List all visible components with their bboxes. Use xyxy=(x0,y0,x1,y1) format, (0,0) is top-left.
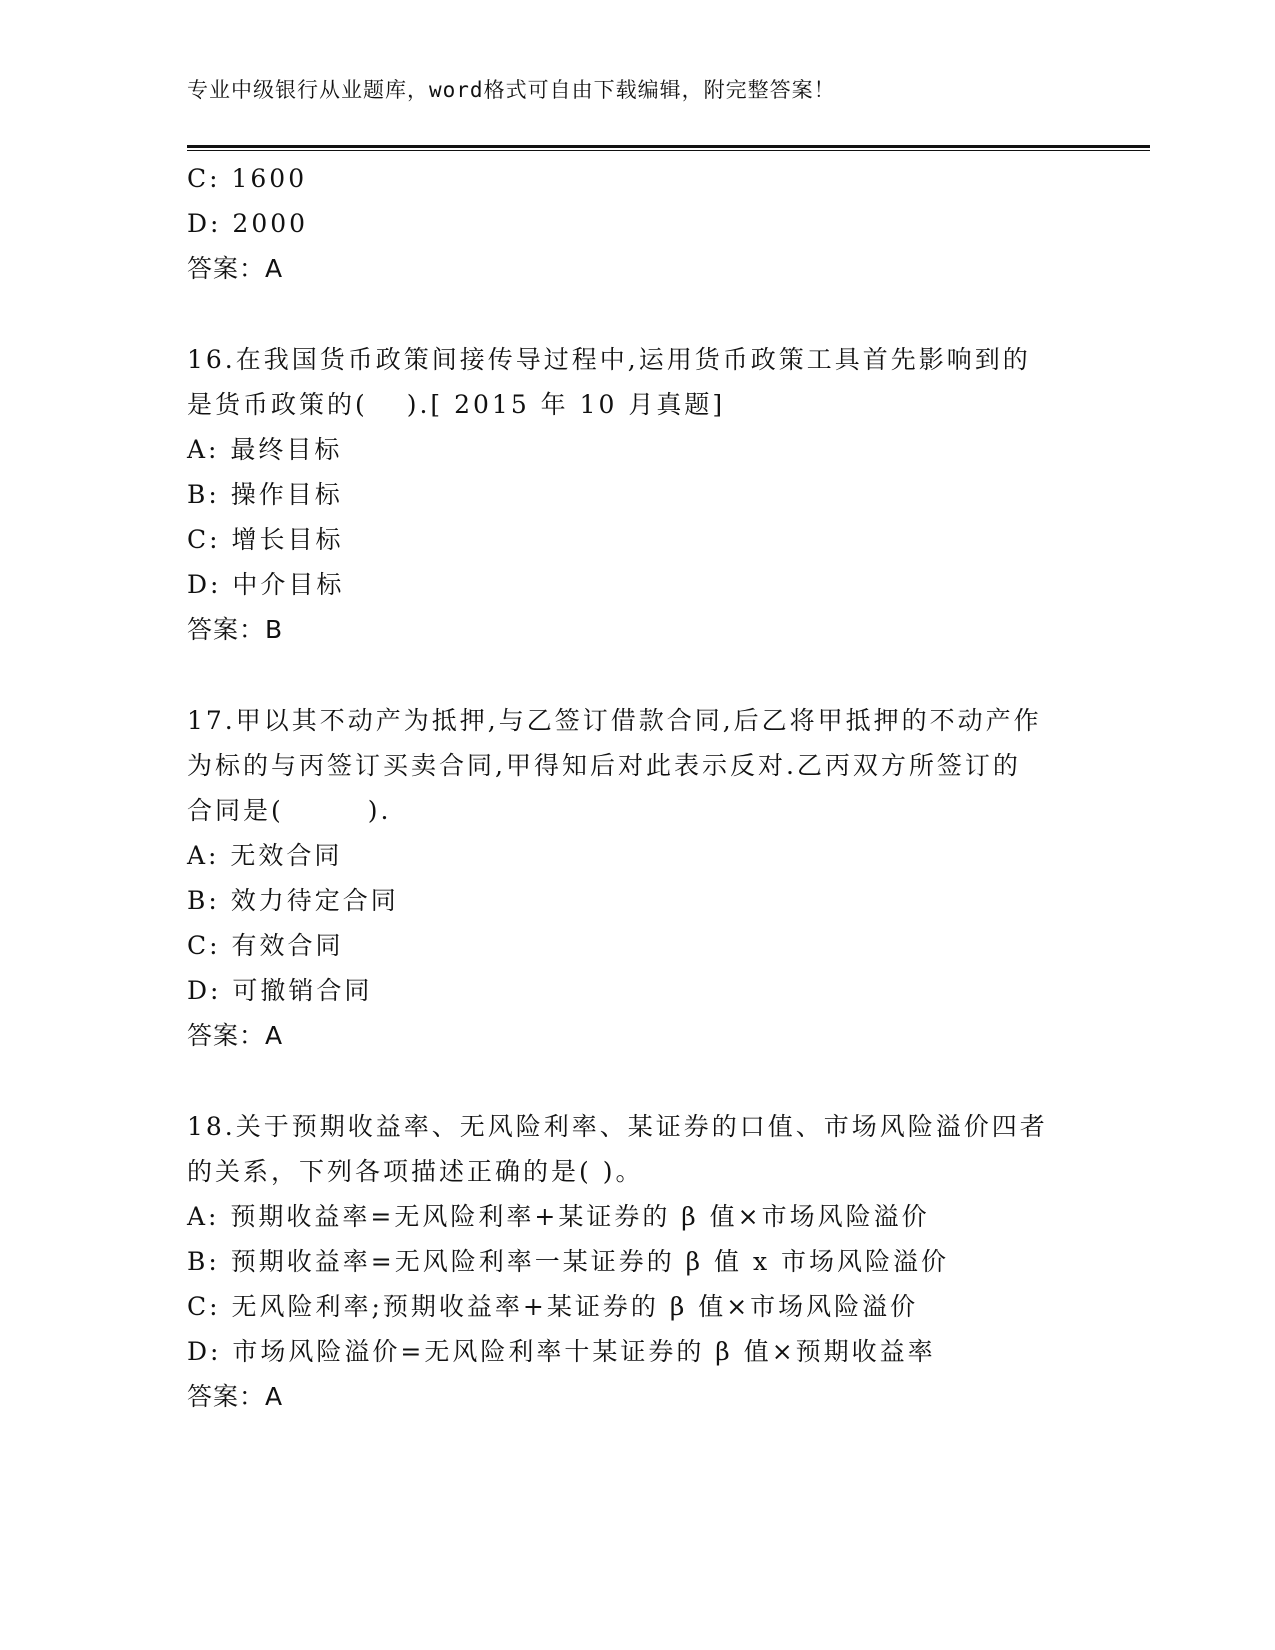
option-b: B: 操作目标 xyxy=(187,480,343,509)
header-rule-thin xyxy=(187,150,1150,151)
option-b: B: 预期收益率=无风险利率一某证券的 β 值 x 市场风险溢价 xyxy=(187,1247,950,1276)
option-d: D: 中介目标 xyxy=(187,570,345,599)
answer-line: 答案：B xyxy=(187,615,284,644)
option-c: C: 增长目标 xyxy=(187,525,344,554)
question-stem-line: 16.在我国货币政策间接传导过程中,运用货币政策工具首先影响到的 xyxy=(187,345,1031,374)
answer-line: 答案：A xyxy=(187,1021,284,1050)
question-18 xyxy=(187,1104,1087,1419)
question-stem-line: 为标的与丙签订买卖合同,甲得知后对此表示反对.乙丙双方所签订的 xyxy=(187,751,1021,780)
page-header: 专业中级银行从业题库，word格式可自由下载编辑，附完整答案！ xyxy=(187,78,836,102)
option-d: D: 可撤销合同 xyxy=(187,976,373,1005)
answer-line: 答案：A xyxy=(187,254,284,283)
spacer xyxy=(187,291,1087,337)
question-17 xyxy=(187,698,1087,1058)
option-c: C: 无风险利率;预期收益率+某证券的 β 值×市场风险溢价 xyxy=(187,1292,919,1321)
answer-line: 答案：A xyxy=(187,1382,284,1411)
question-stem-line: 是货币政策的( ).[ 2015 年 10 月真题] xyxy=(187,390,726,419)
option-c: C: 有效合同 xyxy=(187,931,344,960)
option-b: B: 效力待定合同 xyxy=(187,886,399,915)
question-stem-line: 17.甲以其不动产为抵押,与乙签订借款合同,后乙将甲抵押的不动产作 xyxy=(187,706,1042,735)
spacer xyxy=(187,652,1087,698)
question-16 xyxy=(187,337,1087,652)
option-a: A: 最终目标 xyxy=(187,435,343,464)
question-content xyxy=(187,156,1087,1419)
option-a: A: 预期收益率=无风险利率+某证券的 β 值×市场风险溢价 xyxy=(187,1202,930,1231)
spacer xyxy=(187,1058,1087,1104)
header-rule-thick xyxy=(187,145,1150,148)
prev-question-block xyxy=(187,156,1087,291)
option-a: A: 无效合同 xyxy=(187,841,343,870)
option-d: D: 市场风险溢价=无风险利率十某证券的 β 值×预期收益率 xyxy=(187,1337,936,1366)
option-d: D: 2000 xyxy=(187,209,309,238)
question-stem-line: 的关系，下列各项描述正确的是( )。 xyxy=(187,1157,644,1186)
option-c: C: 1600 xyxy=(187,164,308,193)
question-stem-line: 合同是( ). xyxy=(187,796,420,825)
question-stem-line: 18.关于预期收益率、无风险利率、某证券的口值、市场风险溢价四者 xyxy=(187,1112,1048,1141)
